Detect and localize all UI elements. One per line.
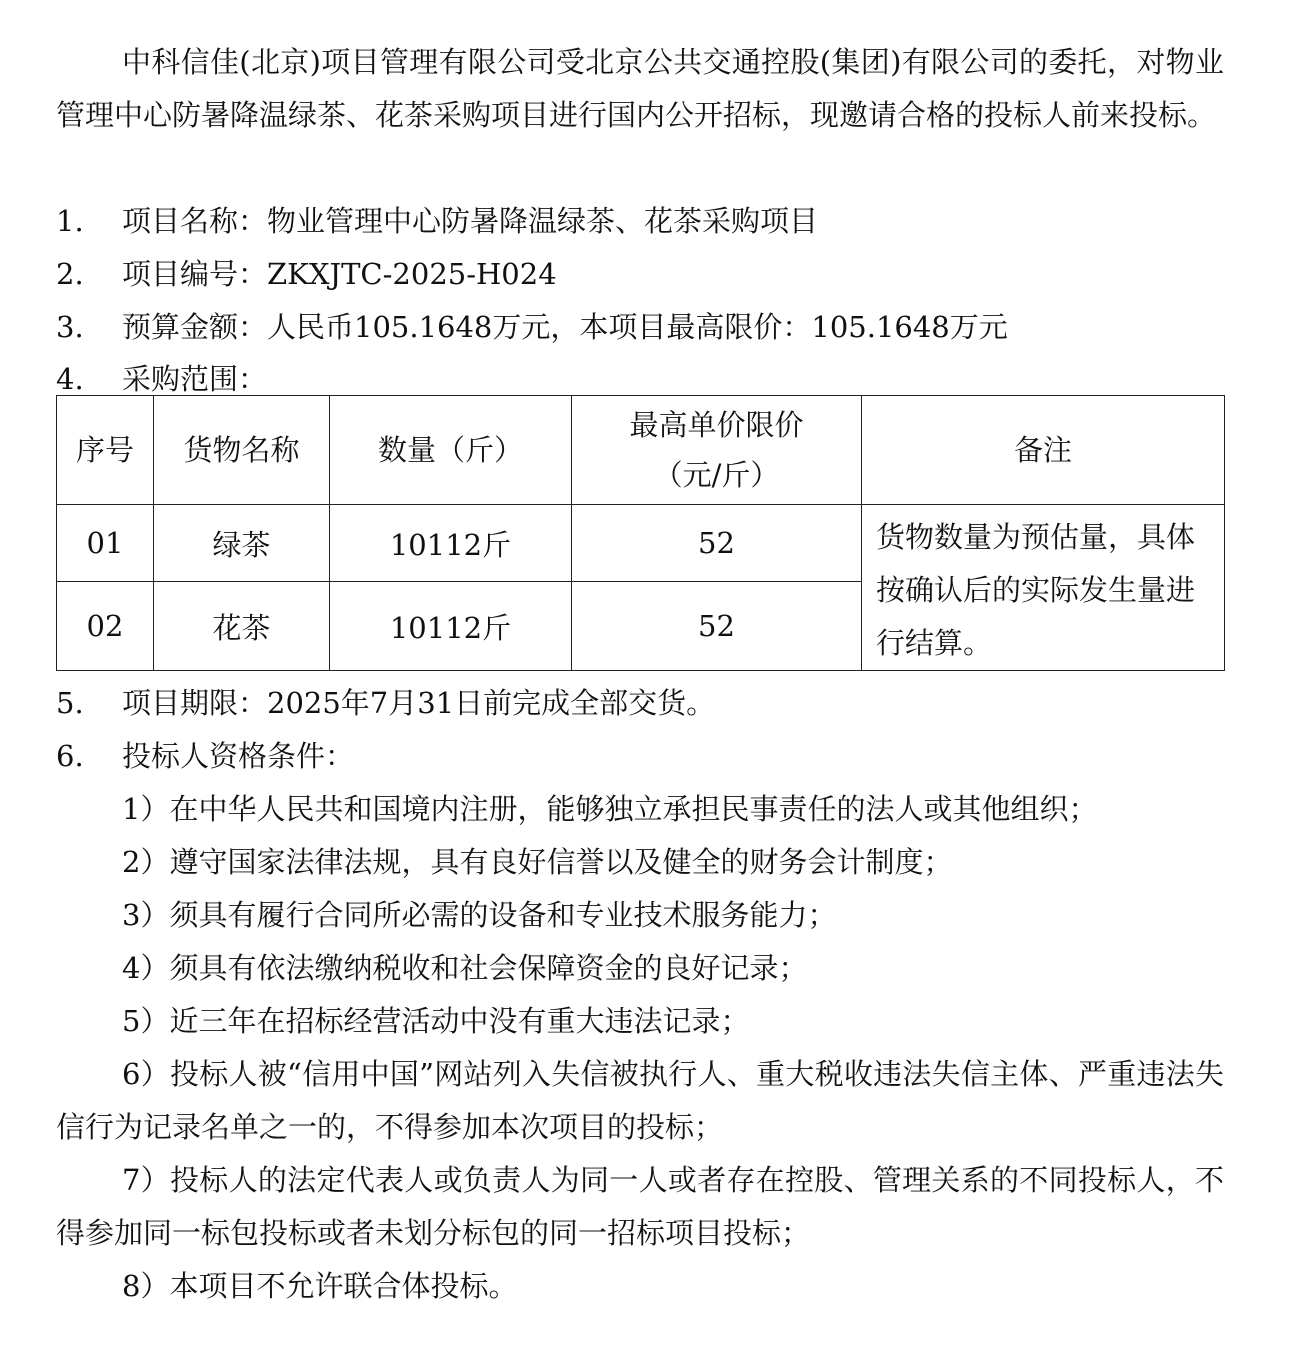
condition-8: 8）本项目不允许联合体投标。 xyxy=(122,1269,518,1303)
item-number: 1. xyxy=(56,204,84,238)
item-number: 5. xyxy=(56,686,84,720)
item-qualifications xyxy=(56,730,1224,783)
cell-note: 货物数量为预估量，具体按确认后的实际发生量进行结算。 xyxy=(862,505,1225,671)
item-text: 投标人资格条件： xyxy=(122,739,355,773)
document xyxy=(56,36,1224,1313)
procurement-table xyxy=(56,395,1225,671)
cell-quantity: 10112斤 xyxy=(330,505,572,582)
item-text: 项目名称：物业管理中心防暑降温绿茶、花茶采购项目 xyxy=(122,204,819,238)
item-number: 2. xyxy=(56,257,84,291)
cell-seq: 02 xyxy=(57,582,154,671)
header-seq: 序号 xyxy=(57,396,154,505)
item-number: 3. xyxy=(56,310,84,344)
table-row xyxy=(57,505,1225,582)
cell-seq: 01 xyxy=(57,505,154,582)
item-text: 采购范围： xyxy=(122,362,268,396)
table-header-row xyxy=(57,396,1225,505)
header-max-unit-price-line1: 最高单价限价 xyxy=(629,408,804,442)
condition-7: 7）投标人的法定代表人或负责人为同一人或者存在控股、管理关系的不同投标人，不得参加同一标包投标或者未划分标包的同一招标项目投标； xyxy=(56,1163,1224,1250)
item-scope xyxy=(56,354,1224,395)
header-goods-name: 货物名称 xyxy=(154,396,330,505)
item-project-code xyxy=(56,248,1224,301)
item-number: 6. xyxy=(56,739,84,773)
condition-3: 3）须具有履行合同所必需的设备和专业技术服务能力； xyxy=(122,898,837,932)
condition-2: 2）遵守国家法律法规，具有良好信誉以及健全的财务会计制度； xyxy=(122,845,953,879)
item-text: 预算金额：人民币105.1648万元，本项目最高限价：105.1648万元 xyxy=(122,310,1008,344)
condition-4: 4）须具有依法缴纳税收和社会保障资金的良好记录； xyxy=(122,951,808,985)
item-project-name xyxy=(56,195,1224,248)
cell-goods-name: 绿茶 xyxy=(154,505,330,582)
cell-price: 52 xyxy=(572,505,862,582)
condition-1: 1）在中华人民共和国境内注册，能够独立承担民事责任的法人或其他组织； xyxy=(122,792,1098,826)
item-number: 4. xyxy=(56,362,84,396)
item-budget xyxy=(56,301,1224,354)
item-text: 项目期限：2025年7月31日前完成全部交货。 xyxy=(122,686,716,720)
condition-6: 6）投标人被“信用中国”网站列入失信被执行人、重大税收违法失信主体、严重违法失信行为记录名单之一的，不得参加本次项目的投标； xyxy=(56,1057,1224,1144)
cell-quantity: 10112斤 xyxy=(330,582,572,671)
cell-goods-name: 花茶 xyxy=(154,582,330,671)
header-quantity: 数量（斤） xyxy=(330,396,572,505)
condition-5: 5）近三年在招标经营活动中没有重大违法记录； xyxy=(122,1004,750,1038)
header-max-unit-price-line2: （元/斤） xyxy=(653,458,780,492)
item-text: 项目编号：ZKXJTC-2025-H024 xyxy=(122,257,557,291)
intro-paragraph: 中科信佳(北京)项目管理有限公司受北京公共交通控股(集团)有限公司的委托，对物业管理中心防暑降温绿茶、花茶采购项目进行国内公开招标，现邀请合格的投标人前来投标。 xyxy=(56,45,1224,132)
cell-price: 52 xyxy=(572,582,862,671)
blank-line xyxy=(56,142,1224,195)
header-max-unit-price xyxy=(572,396,862,505)
header-note: 备注 xyxy=(862,396,1225,505)
item-project-period xyxy=(56,677,1224,730)
